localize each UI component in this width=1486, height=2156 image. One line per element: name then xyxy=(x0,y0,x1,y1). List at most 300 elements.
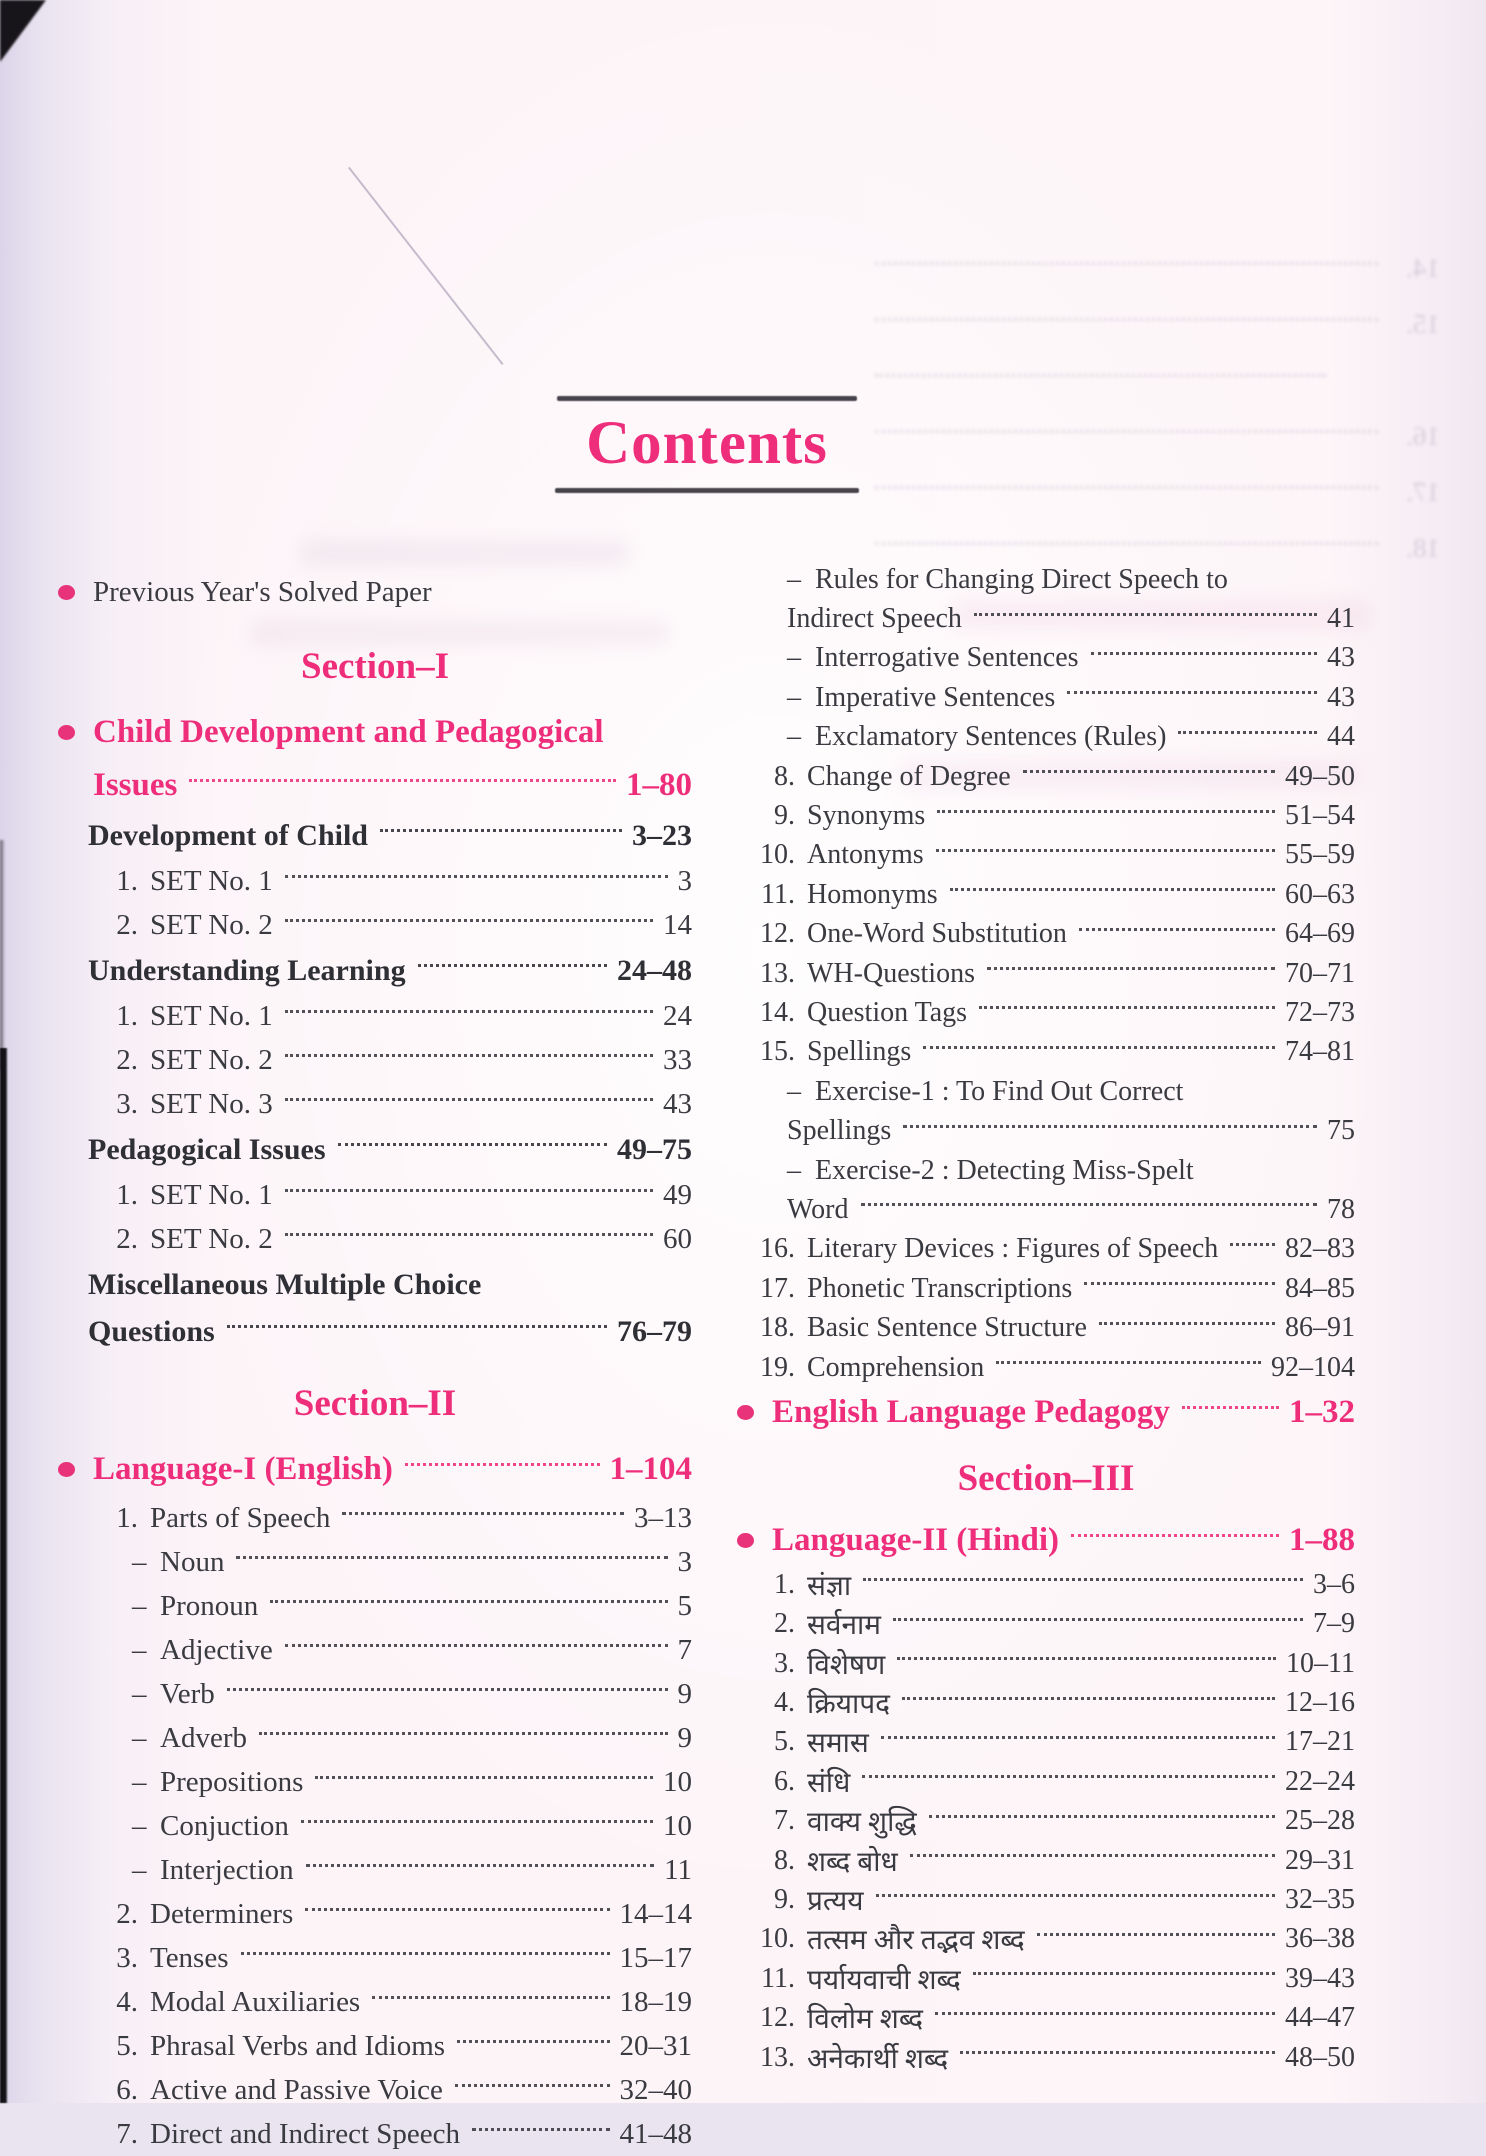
dot-leader xyxy=(910,1854,1275,1857)
dash-prefix: – xyxy=(132,1765,147,1798)
toc-entry-left-29 xyxy=(58,1980,692,2024)
entry-label: Parts of Speech xyxy=(150,1501,331,1534)
dot-leader xyxy=(1067,691,1317,694)
entry-pages: 3–23 xyxy=(632,818,692,852)
entry-number: 8. xyxy=(774,1844,795,1876)
dot-leader xyxy=(902,1697,1275,1700)
bleed-dot-leader xyxy=(875,318,1378,321)
entry-label: Determiners xyxy=(150,1897,294,1930)
bullet-icon xyxy=(737,1405,754,1420)
entry-label: Prepositions xyxy=(160,1765,304,1798)
toc-entry-left-11 xyxy=(58,1126,692,1173)
dot-leader xyxy=(306,1864,654,1867)
toc-entry-right-7 xyxy=(737,836,1355,875)
dot-leader xyxy=(285,1054,653,1057)
dot-leader xyxy=(974,613,1317,616)
toc-entry-right-4 xyxy=(737,718,1355,757)
entry-pages: 41–48 xyxy=(619,2117,692,2150)
ghost-smudge xyxy=(300,540,630,566)
entry-pages: 9 xyxy=(677,1677,692,1710)
entry-pages: 7 xyxy=(677,1633,692,1666)
entry-pages: 7–9 xyxy=(1313,1608,1355,1640)
dot-leader xyxy=(897,1657,1276,1660)
entry-pages: 86–91 xyxy=(1285,1312,1355,1344)
bleed-through-row-1 xyxy=(865,296,1440,352)
toc-entry-right-24 xyxy=(737,1565,1355,1604)
entry-pages: 1–80 xyxy=(626,767,692,803)
entry-pages: 43 xyxy=(663,1087,692,1120)
entry-label: वाक्य शुद्धि xyxy=(807,1807,917,1839)
entry-label: Exercise-2 : Detecting Miss-Spelt xyxy=(815,1154,1194,1186)
bleed-dot-leader xyxy=(875,374,1326,377)
entry-pages: 14–14 xyxy=(619,1897,692,1930)
entry-number: 6. xyxy=(116,2073,138,2106)
dot-leader xyxy=(987,967,1275,970)
entry-label: Noun xyxy=(160,1545,225,1578)
entry-pages: 51–54 xyxy=(1285,800,1355,832)
toc-entry-left-5 xyxy=(58,859,692,903)
entry-pages: 24 xyxy=(663,999,692,1032)
entry-pages: 60–63 xyxy=(1285,878,1355,910)
toc-entry-left-14 xyxy=(58,1261,692,1308)
entry-number: 12. xyxy=(760,918,795,950)
entry-label: Spellings xyxy=(807,1036,912,1068)
dot-leader xyxy=(960,2051,1275,2054)
entry-pages: 39–43 xyxy=(1285,1962,1355,1994)
dot-leader xyxy=(935,2012,1275,2015)
entry-pages: 17–21 xyxy=(1285,1726,1355,1758)
entry-label: संधि xyxy=(807,1767,851,1799)
toc-entry-right-12 xyxy=(737,1033,1355,1072)
toc-entry-right-30 xyxy=(737,1802,1355,1841)
dot-leader xyxy=(1099,1322,1275,1325)
bleed-number: 14. xyxy=(1406,252,1440,283)
dot-leader xyxy=(903,1125,1317,1128)
entry-label: Homonyms xyxy=(807,878,938,910)
entry-label: English Language Pedagogy xyxy=(772,1393,1170,1430)
entry-label: Tenses xyxy=(150,1941,229,1974)
dot-leader xyxy=(236,1556,667,1559)
entry-number: 3. xyxy=(116,1087,138,1120)
toc-entry-right-19 xyxy=(737,1308,1355,1347)
dot-leader xyxy=(1071,1534,1279,1537)
bleed-dot-leader xyxy=(875,486,1378,489)
dot-leader xyxy=(979,1006,1275,1009)
entry-number: 1. xyxy=(116,1178,138,1211)
entry-label: विलोम शब्द xyxy=(807,2004,924,2036)
entry-pages: 10 xyxy=(663,1765,692,1798)
dash-prefix: – xyxy=(787,642,801,674)
entry-label: Pronoun xyxy=(160,1589,259,1622)
toc-entry-left-27 xyxy=(58,1892,692,1936)
entry-pages: 33 xyxy=(663,1043,692,1076)
toc-entry-left-30 xyxy=(58,2024,692,2068)
entry-label: सर्वनाम xyxy=(807,1610,882,1642)
bullet-icon xyxy=(58,725,75,740)
toc-entry-right-10 xyxy=(737,954,1355,993)
entry-label: Child Development and Pedagogical xyxy=(93,714,604,750)
toc-entry-right-32 xyxy=(737,1880,1355,1919)
dash-prefix: – xyxy=(787,721,801,753)
toc-entry-right-35 xyxy=(737,1999,1355,2038)
toc-entry-right-8 xyxy=(737,875,1355,914)
entry-pages: 25–28 xyxy=(1285,1805,1355,1837)
scan-edge-strip xyxy=(0,1048,8,2103)
dash-prefix: – xyxy=(132,1633,147,1666)
dot-leader xyxy=(862,1775,1275,1778)
toc-entry-right-29 xyxy=(737,1762,1355,1801)
dot-leader xyxy=(973,1972,1275,1975)
toc-entry-right-28 xyxy=(737,1723,1355,1762)
toc-entry-right-25 xyxy=(737,1605,1355,1644)
dot-leader xyxy=(876,1894,1275,1897)
entry-number: 3. xyxy=(774,1647,795,1679)
entry-label: Development of Child xyxy=(88,818,368,852)
toc-entry-left-32 xyxy=(58,2112,692,2156)
entry-pages: 49 xyxy=(663,1178,692,1211)
entry-label: Indirect Speech xyxy=(787,603,962,635)
entry-number: 2. xyxy=(116,1222,138,1255)
entry-number: 1. xyxy=(116,864,138,897)
dot-leader xyxy=(1182,1406,1279,1409)
dot-leader xyxy=(1230,1243,1275,1246)
entry-pages: 1–32 xyxy=(1289,1393,1355,1430)
toc-entry-right-34 xyxy=(737,1959,1355,1998)
dot-leader xyxy=(929,1815,1275,1818)
entry-number: 9. xyxy=(774,800,795,832)
toc-entry-left-24 xyxy=(58,1760,692,1804)
dash-prefix: – xyxy=(132,1677,147,1710)
entry-pages: 3–6 xyxy=(1313,1568,1355,1600)
entry-pages: 92–104 xyxy=(1271,1351,1355,1383)
entry-label: SET No. 2 xyxy=(150,1222,273,1255)
toc-entry-right-5 xyxy=(737,757,1355,796)
entry-label: Language-I (English) xyxy=(93,1451,393,1487)
entry-label: Basic Sentence Structure xyxy=(807,1312,1087,1344)
entry-pages: 10–11 xyxy=(1286,1647,1355,1679)
title-block xyxy=(548,396,866,493)
toc-entry-right-3 xyxy=(737,678,1355,717)
dot-leader xyxy=(861,1203,1317,1206)
entry-number: 13. xyxy=(760,2041,795,2073)
entry-number: 10. xyxy=(760,839,795,871)
entry-label: Issues xyxy=(93,767,178,803)
entry-number: 7. xyxy=(116,2117,138,2150)
entry-number: 18. xyxy=(760,1312,795,1344)
entry-number: 5. xyxy=(774,1726,795,1758)
toc-entry-right-15 xyxy=(737,1151,1355,1190)
bleed-through-row-3 xyxy=(865,408,1440,464)
entry-pages: 11 xyxy=(664,1853,692,1886)
dot-leader xyxy=(285,1098,653,1101)
entry-number: 5. xyxy=(116,2029,138,2062)
toc-entry-right-16 xyxy=(737,1190,1355,1229)
dash-prefix: – xyxy=(132,1853,147,1886)
toc-entry-left-8 xyxy=(58,994,692,1038)
entry-number: 2. xyxy=(116,1897,138,1930)
toc-entry-right-6 xyxy=(737,796,1355,835)
entry-label: Questions xyxy=(88,1314,215,1348)
dash-prefix: – xyxy=(132,1809,147,1842)
entry-label: SET No. 1 xyxy=(150,1178,273,1211)
entry-label: प्रत्यय xyxy=(807,1886,864,1918)
entry-label: Literary Devices : Figures of Speech xyxy=(807,1233,1219,1265)
bleed-through-text xyxy=(865,240,1440,576)
entry-label: Spellings xyxy=(787,1115,892,1147)
entry-pages: 72–73 xyxy=(1285,996,1355,1028)
dash-prefix: – xyxy=(787,681,801,713)
entry-number: 8. xyxy=(774,760,795,792)
bleed-number: 16. xyxy=(1406,420,1440,451)
entry-pages: 48–50 xyxy=(1285,2041,1355,2073)
toc-entry-right-31 xyxy=(737,1841,1355,1880)
dot-leader xyxy=(305,1908,609,1911)
toc-entry-right-23 xyxy=(737,1515,1355,1565)
bullet-icon xyxy=(58,1462,75,1477)
entry-number: 2. xyxy=(116,908,138,941)
entry-label: विशेषण xyxy=(807,1649,886,1681)
dot-leader xyxy=(372,1996,609,1999)
toc-entry-left-25 xyxy=(58,1804,692,1848)
dot-leader xyxy=(285,1189,653,1192)
entry-number: 1. xyxy=(116,1501,138,1534)
dot-leader xyxy=(472,2128,610,2131)
entry-label: संज्ञा xyxy=(807,1570,852,1602)
dash-prefix: – xyxy=(132,1589,147,1622)
dot-leader xyxy=(937,810,1275,813)
entry-label: SET No. 1 xyxy=(150,999,273,1032)
entry-number: 17. xyxy=(760,1272,795,1304)
entry-pages: 1–104 xyxy=(609,1451,692,1487)
entry-label: Exclamatory Sentences (Rules) xyxy=(815,721,1167,753)
dot-leader xyxy=(227,1688,668,1691)
toc-entry-left-1: Section–I xyxy=(301,646,449,687)
entry-pages: 32–40 xyxy=(619,2073,692,2106)
toc-entry-right-22: Section–III xyxy=(957,1458,1135,1500)
toc-entry-left-21 xyxy=(58,1628,692,1672)
dot-leader xyxy=(285,1010,653,1013)
entry-pages: 32–35 xyxy=(1285,1884,1355,1916)
entry-label: Phonetic Transcriptions xyxy=(807,1272,1073,1304)
entry-pages: 36–38 xyxy=(1285,1923,1355,1955)
title-rule-bottom xyxy=(555,488,859,493)
entry-pages: 74–81 xyxy=(1285,1036,1355,1068)
entry-number: 1. xyxy=(774,1568,795,1600)
dash-prefix: – xyxy=(132,1721,147,1754)
entry-label: SET No. 2 xyxy=(150,908,273,941)
dot-leader xyxy=(936,849,1275,852)
toc-entry-left-0 xyxy=(58,566,692,618)
toc-entry-left-3 xyxy=(58,759,692,812)
dot-leader xyxy=(338,1143,607,1146)
entry-pages: 10 xyxy=(663,1809,692,1842)
toc-entry-right-18 xyxy=(737,1269,1355,1308)
entry-number: 19. xyxy=(760,1351,795,1383)
toc-entry-right-2 xyxy=(737,639,1355,678)
entry-number: 6. xyxy=(774,1765,795,1797)
entry-pages: 78 xyxy=(1327,1193,1355,1225)
toc-entry-left-2 xyxy=(58,706,692,759)
toc-entry-right-9 xyxy=(737,915,1355,954)
entry-label: Previous Year's Solved Paper xyxy=(93,575,432,608)
bleed-number: 18. xyxy=(1406,532,1440,563)
entry-number: 1. xyxy=(116,999,138,1032)
entry-number: 7. xyxy=(774,1805,795,1837)
entry-number: 2. xyxy=(774,1608,795,1640)
entry-number: 13. xyxy=(760,957,795,989)
dot-leader xyxy=(1037,1933,1275,1936)
entry-label: Adverb xyxy=(160,1721,247,1754)
toc-entry-left-23 xyxy=(58,1716,692,1760)
dot-leader xyxy=(1079,928,1275,931)
bullet-icon xyxy=(737,1533,754,1548)
entry-label: Rules for Changing Direct Speech to xyxy=(815,563,1228,595)
toc-entry-left-16: Section–II xyxy=(293,1383,457,1424)
entry-label: समास xyxy=(807,1728,869,1760)
entry-label: Conjuction xyxy=(160,1809,289,1842)
entry-pages: 55–59 xyxy=(1285,839,1355,871)
entry-number: 14. xyxy=(760,996,795,1028)
entry-label: Adjective xyxy=(160,1633,273,1666)
bleed-number: 15. xyxy=(1406,308,1440,339)
dot-leader xyxy=(285,1644,668,1647)
dot-leader xyxy=(455,2084,610,2087)
toc-entry-left-13 xyxy=(58,1217,692,1261)
entry-label: Comprehension xyxy=(807,1351,985,1383)
scan-crease-line xyxy=(348,167,503,365)
entry-label: Word xyxy=(787,1193,849,1225)
entry-number: 2. xyxy=(116,1043,138,1076)
entry-pages: 49–75 xyxy=(617,1132,692,1166)
dot-leader xyxy=(241,1952,610,1955)
dot-leader xyxy=(863,1578,1303,1581)
toc-entry-right-20 xyxy=(737,1348,1355,1387)
dot-leader xyxy=(1178,731,1317,734)
entry-pages: 43 xyxy=(1327,681,1355,713)
entry-pages: 24–48 xyxy=(617,953,692,987)
entry-label: Imperative Sentences xyxy=(815,681,1056,713)
toc-entry-left-31 xyxy=(58,2068,692,2112)
dot-leader xyxy=(1084,1282,1275,1285)
entry-label: SET No. 3 xyxy=(150,1087,273,1120)
toc-entry-left-19 xyxy=(58,1540,692,1584)
dot-leader xyxy=(259,1732,668,1735)
entry-pages: 43 xyxy=(1327,642,1355,674)
entry-label: Direct and Indirect Speech xyxy=(150,2117,460,2150)
dot-leader xyxy=(189,779,616,782)
entry-label: SET No. 2 xyxy=(150,1043,273,1076)
bleed-through-row-2 xyxy=(865,352,1440,408)
entry-pages: 3–13 xyxy=(634,1501,692,1534)
toc-entry-left-7 xyxy=(58,947,692,994)
toc-entry-right-1 xyxy=(737,599,1355,638)
dash-prefix: – xyxy=(787,1075,801,1107)
entry-number: 9. xyxy=(774,1884,795,1916)
toc-entry-left-20 xyxy=(58,1584,692,1628)
toc-entry-left-22 xyxy=(58,1672,692,1716)
entry-pages: 9 xyxy=(677,1721,692,1754)
entry-pages: 1–88 xyxy=(1289,1521,1355,1558)
entry-label: शब्द बोध xyxy=(807,1846,898,1878)
toc-entry-left-6 xyxy=(58,903,692,947)
entry-pages: 14 xyxy=(663,908,692,941)
entry-number: 3. xyxy=(116,1941,138,1974)
dot-leader xyxy=(950,888,1275,891)
dot-leader xyxy=(285,919,653,922)
bleed-number: 17. xyxy=(1406,476,1440,507)
dot-leader xyxy=(285,875,668,878)
dot-leader xyxy=(1023,770,1275,773)
toc-entry-right-13 xyxy=(737,1072,1355,1111)
toc-entry-right-27 xyxy=(737,1683,1355,1722)
dot-leader xyxy=(270,1600,667,1603)
scan-corner-shadow xyxy=(0,0,46,62)
entry-label: Pedagogical Issues xyxy=(88,1132,326,1166)
entry-label: Change of Degree xyxy=(807,760,1011,792)
bleed-dot-leader xyxy=(875,542,1378,545)
dot-leader xyxy=(342,1512,624,1515)
entry-label: तत्सम और तद्भव शब्द xyxy=(807,1925,1025,1957)
entry-pages: 84–85 xyxy=(1285,1272,1355,1304)
toc-entry-right-0 xyxy=(737,560,1355,599)
entry-pages: 12–16 xyxy=(1285,1687,1355,1719)
toc-left-column xyxy=(58,566,692,2156)
bleed-through-row-0 xyxy=(865,240,1440,296)
dot-leader xyxy=(380,829,622,832)
entry-label: Language-II (Hindi) xyxy=(772,1521,1059,1558)
entry-number: 16. xyxy=(760,1233,795,1265)
entry-label: अनेकार्थी शब्द xyxy=(807,2043,949,2075)
entry-label: Antonyms xyxy=(807,839,924,871)
dot-leader xyxy=(881,1736,1275,1739)
entry-label: पर्यायवाची शब्द xyxy=(807,1964,961,1996)
entry-pages: 44–47 xyxy=(1285,2002,1355,2034)
toc-entry-right-36 xyxy=(737,2038,1355,2077)
dash-prefix: – xyxy=(787,563,801,595)
dot-leader xyxy=(227,1325,607,1328)
entry-pages: 3 xyxy=(677,864,692,897)
dot-leader xyxy=(418,964,607,967)
toc-entry-left-26 xyxy=(58,1848,692,1892)
entry-label: Verb xyxy=(160,1677,215,1710)
entry-label: Exercise-1 : To Find Out Correct xyxy=(815,1075,1184,1107)
entry-label: Synonyms xyxy=(807,800,926,832)
toc-entry-right-26 xyxy=(737,1644,1355,1683)
toc-entry-left-17 xyxy=(58,1443,692,1496)
dot-leader xyxy=(923,1046,1275,1049)
entry-label: Interjection xyxy=(160,1853,294,1886)
entry-label: Phrasal Verbs and Idioms xyxy=(150,2029,446,2062)
scan-edge-shadow xyxy=(0,840,5,1070)
toc-entry-right-17 xyxy=(737,1230,1355,1269)
entry-pages: 15–17 xyxy=(619,1941,692,1974)
toc-entry-right-14 xyxy=(737,1111,1355,1150)
dot-leader xyxy=(301,1820,653,1823)
entry-label: Active and Passive Voice xyxy=(150,2073,443,2106)
entry-pages: 44 xyxy=(1327,721,1355,753)
dot-leader xyxy=(405,1463,600,1466)
entry-pages: 20–31 xyxy=(619,2029,692,2062)
entry-pages: 76–79 xyxy=(617,1314,692,1348)
entry-number: 15. xyxy=(760,1036,795,1068)
entry-pages: 49–50 xyxy=(1285,760,1355,792)
entry-label: One-Word Substitution xyxy=(807,918,1067,950)
bleed-dot-leader xyxy=(875,262,1378,265)
entry-pages: 60 xyxy=(663,1222,692,1255)
dash-prefix: – xyxy=(787,1154,801,1186)
entry-number: 10. xyxy=(760,1923,795,1955)
bleed-through-row-4 xyxy=(865,464,1440,520)
